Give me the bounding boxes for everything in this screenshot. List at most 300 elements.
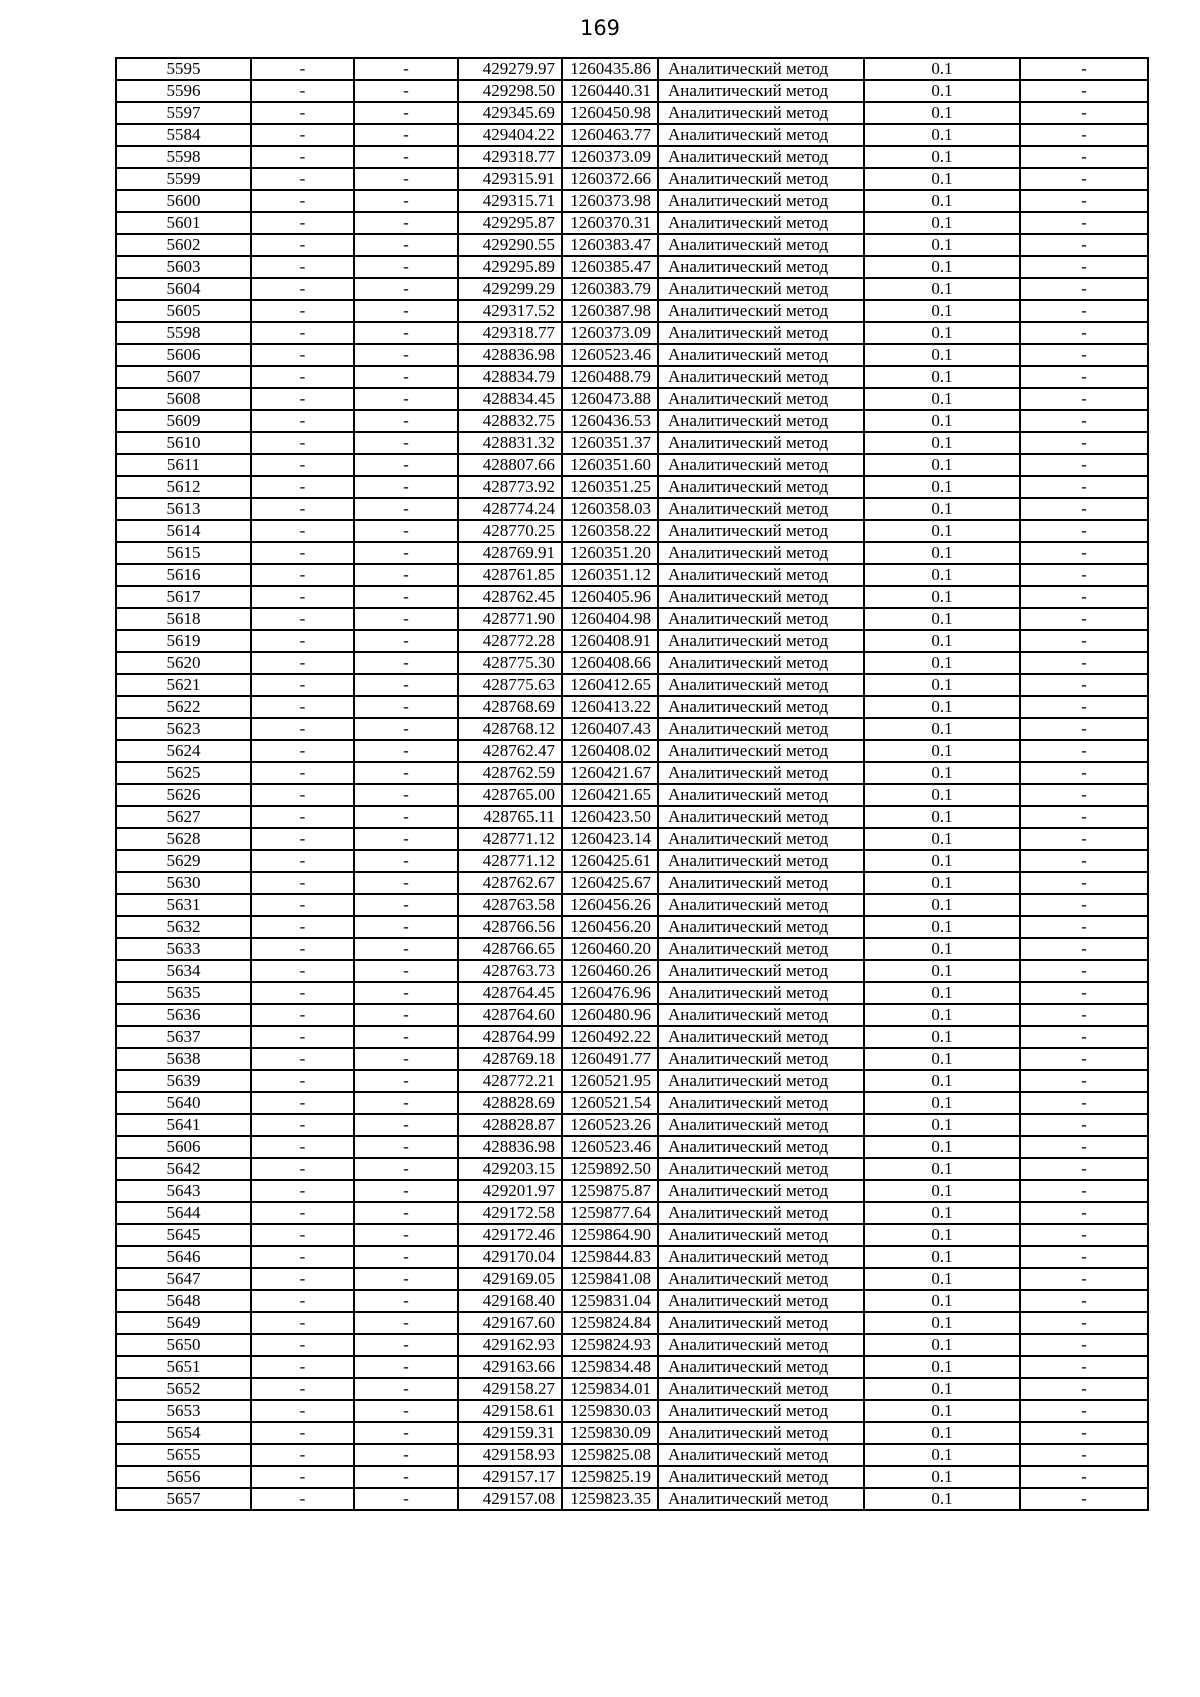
y-coordinate-cell: 1260370.31: [562, 212, 658, 234]
column-3-cell: -: [354, 1466, 458, 1488]
method-cell: Аналитический метод: [658, 256, 864, 278]
last-column-cell: -: [1020, 1356, 1148, 1378]
accuracy-cell: 0.1: [864, 476, 1020, 498]
point-number-cell: 5653: [116, 1400, 251, 1422]
table-row: [116, 1290, 1148, 1312]
last-column-cell: -: [1020, 1180, 1148, 1202]
last-column-cell: -: [1020, 982, 1148, 1004]
column-3-cell: -: [354, 1092, 458, 1114]
point-number-cell: 5610: [116, 432, 251, 454]
y-coordinate-cell: 1260521.54: [562, 1092, 658, 1114]
table-row: [116, 1026, 1148, 1048]
x-coordinate-cell: 429345.69: [458, 102, 562, 124]
accuracy-cell: 0.1: [864, 322, 1020, 344]
accuracy-cell: 0.1: [864, 212, 1020, 234]
method-cell: Аналитический метод: [658, 212, 864, 234]
column-2-cell: -: [251, 1136, 354, 1158]
point-number-cell: 5607: [116, 366, 251, 388]
y-coordinate-cell: 1259875.87: [562, 1180, 658, 1202]
column-3-cell: -: [354, 1026, 458, 1048]
column-2-cell: -: [251, 718, 354, 740]
x-coordinate-cell: 428836.98: [458, 1136, 562, 1158]
table-row: [116, 410, 1148, 432]
column-2-cell: -: [251, 564, 354, 586]
last-column-cell: -: [1020, 278, 1148, 300]
column-2-cell: -: [251, 1400, 354, 1422]
last-column-cell: -: [1020, 1114, 1148, 1136]
table-row: [116, 1092, 1148, 1114]
method-cell: Аналитический метод: [658, 322, 864, 344]
method-cell: Аналитический метод: [658, 696, 864, 718]
method-cell: Аналитический метод: [658, 762, 864, 784]
accuracy-cell: 0.1: [864, 542, 1020, 564]
column-2-cell: -: [251, 1026, 354, 1048]
table-row: [116, 1268, 1148, 1290]
accuracy-cell: 0.1: [864, 564, 1020, 586]
table-row: [116, 1334, 1148, 1356]
y-coordinate-cell: 1260523.46: [562, 1136, 658, 1158]
table-row: [116, 1422, 1148, 1444]
column-2-cell: -: [251, 784, 354, 806]
accuracy-cell: 0.1: [864, 1114, 1020, 1136]
method-cell: Аналитический метод: [658, 1224, 864, 1246]
column-2-cell: -: [251, 124, 354, 146]
column-3-cell: -: [354, 850, 458, 872]
point-number-cell: 5595: [116, 58, 251, 80]
method-cell: Аналитический метод: [658, 784, 864, 806]
column-2-cell: -: [251, 1444, 354, 1466]
accuracy-cell: 0.1: [864, 1202, 1020, 1224]
point-number-cell: 5626: [116, 784, 251, 806]
last-column-cell: -: [1020, 256, 1148, 278]
column-2-cell: -: [251, 872, 354, 894]
y-coordinate-cell: 1260404.98: [562, 608, 658, 630]
point-number-cell: 5643: [116, 1180, 251, 1202]
table-row: [116, 784, 1148, 806]
y-coordinate-cell: 1260372.66: [562, 168, 658, 190]
y-coordinate-cell: 1260408.91: [562, 630, 658, 652]
method-cell: Аналитический метод: [658, 630, 864, 652]
x-coordinate-cell: 429279.97: [458, 58, 562, 80]
point-number-cell: 5622: [116, 696, 251, 718]
x-coordinate-cell: 428769.18: [458, 1048, 562, 1070]
accuracy-cell: 0.1: [864, 1268, 1020, 1290]
accuracy-cell: 0.1: [864, 1444, 1020, 1466]
column-2-cell: -: [251, 146, 354, 168]
y-coordinate-cell: 1260407.43: [562, 718, 658, 740]
method-cell: Аналитический метод: [658, 1290, 864, 1312]
point-number-cell: 5617: [116, 586, 251, 608]
accuracy-cell: 0.1: [864, 124, 1020, 146]
point-number-cell: 5609: [116, 410, 251, 432]
column-2-cell: -: [251, 1048, 354, 1070]
point-number-cell: 5629: [116, 850, 251, 872]
column-3-cell: -: [354, 146, 458, 168]
y-coordinate-cell: 1260373.09: [562, 146, 658, 168]
y-coordinate-cell: 1260480.96: [562, 1004, 658, 1026]
method-cell: Аналитический метод: [658, 168, 864, 190]
last-column-cell: -: [1020, 740, 1148, 762]
y-coordinate-cell: 1260408.66: [562, 652, 658, 674]
column-2-cell: -: [251, 102, 354, 124]
x-coordinate-cell: 428761.85: [458, 564, 562, 586]
method-cell: Аналитический метод: [658, 190, 864, 212]
x-coordinate-cell: 429170.04: [458, 1246, 562, 1268]
x-coordinate-cell: 428828.69: [458, 1092, 562, 1114]
column-3-cell: -: [354, 586, 458, 608]
y-coordinate-cell: 1260476.96: [562, 982, 658, 1004]
column-2-cell: -: [251, 960, 354, 982]
method-cell: Аналитический метод: [658, 850, 864, 872]
table-row: [116, 80, 1148, 102]
accuracy-cell: 0.1: [864, 58, 1020, 80]
table-row: [116, 1180, 1148, 1202]
last-column-cell: -: [1020, 1290, 1148, 1312]
point-number-cell: 5598: [116, 322, 251, 344]
accuracy-cell: 0.1: [864, 608, 1020, 630]
column-2-cell: -: [251, 850, 354, 872]
column-2-cell: -: [251, 1092, 354, 1114]
column-2-cell: -: [251, 1114, 354, 1136]
last-column-cell: -: [1020, 564, 1148, 586]
column-3-cell: -: [354, 652, 458, 674]
method-cell: Аналитический метод: [658, 1026, 864, 1048]
last-column-cell: -: [1020, 784, 1148, 806]
accuracy-cell: 0.1: [864, 1180, 1020, 1202]
method-cell: Аналитический метод: [658, 1070, 864, 1092]
table-row: [116, 1246, 1148, 1268]
column-3-cell: -: [354, 256, 458, 278]
method-cell: Аналитический метод: [658, 58, 864, 80]
method-cell: Аналитический метод: [658, 982, 864, 1004]
method-cell: Аналитический метод: [658, 586, 864, 608]
table-row: [116, 1356, 1148, 1378]
y-coordinate-cell: 1259825.19: [562, 1466, 658, 1488]
accuracy-cell: 0.1: [864, 762, 1020, 784]
y-coordinate-cell: 1260405.96: [562, 586, 658, 608]
column-3-cell: -: [354, 498, 458, 520]
method-cell: Аналитический метод: [658, 1422, 864, 1444]
x-coordinate-cell: 428763.58: [458, 894, 562, 916]
point-number-cell: 5614: [116, 520, 251, 542]
point-number-cell: 5656: [116, 1466, 251, 1488]
x-coordinate-cell: 429157.17: [458, 1466, 562, 1488]
column-2-cell: -: [251, 1246, 354, 1268]
table-body: [116, 58, 1148, 1510]
table-row: [116, 1400, 1148, 1422]
y-coordinate-cell: 1260473.88: [562, 388, 658, 410]
point-number-cell: 5625: [116, 762, 251, 784]
x-coordinate-cell: 428836.98: [458, 344, 562, 366]
x-coordinate-cell: 428772.28: [458, 630, 562, 652]
last-column-cell: -: [1020, 300, 1148, 322]
column-2-cell: -: [251, 1224, 354, 1246]
column-3-cell: -: [354, 608, 458, 630]
accuracy-cell: 0.1: [864, 300, 1020, 322]
method-cell: Аналитический метод: [658, 1004, 864, 1026]
column-3-cell: -: [354, 1444, 458, 1466]
table-row: [116, 102, 1148, 124]
column-2-cell: -: [251, 938, 354, 960]
method-cell: Аналитический метод: [658, 1202, 864, 1224]
last-column-cell: -: [1020, 1026, 1148, 1048]
point-number-cell: 5601: [116, 212, 251, 234]
method-cell: Аналитический метод: [658, 1114, 864, 1136]
column-2-cell: -: [251, 388, 354, 410]
x-coordinate-cell: 429290.55: [458, 234, 562, 256]
y-coordinate-cell: 1259830.09: [562, 1422, 658, 1444]
column-3-cell: -: [354, 1202, 458, 1224]
column-3-cell: -: [354, 234, 458, 256]
point-number-cell: 5634: [116, 960, 251, 982]
point-number-cell: 5603: [116, 256, 251, 278]
y-coordinate-cell: 1260383.47: [562, 234, 658, 256]
x-coordinate-cell: 428764.99: [458, 1026, 562, 1048]
point-number-cell: 5584: [116, 124, 251, 146]
column-2-cell: -: [251, 762, 354, 784]
x-coordinate-cell: 428768.69: [458, 696, 562, 718]
table-row: [116, 454, 1148, 476]
last-column-cell: -: [1020, 828, 1148, 850]
point-number-cell: 5650: [116, 1334, 251, 1356]
column-2-cell: -: [251, 586, 354, 608]
column-2-cell: -: [251, 1202, 354, 1224]
method-cell: Аналитический метод: [658, 674, 864, 696]
y-coordinate-cell: 1260358.22: [562, 520, 658, 542]
y-coordinate-cell: 1259841.08: [562, 1268, 658, 1290]
column-3-cell: -: [354, 894, 458, 916]
table-row: [116, 344, 1148, 366]
point-number-cell: 5611: [116, 454, 251, 476]
table-row: [116, 146, 1148, 168]
point-number-cell: 5632: [116, 916, 251, 938]
column-3-cell: -: [354, 1378, 458, 1400]
column-3-cell: -: [354, 322, 458, 344]
point-number-cell: 5646: [116, 1246, 251, 1268]
y-coordinate-cell: 1260373.98: [562, 190, 658, 212]
table-row: [116, 586, 1148, 608]
y-coordinate-cell: 1260358.03: [562, 498, 658, 520]
x-coordinate-cell: 429404.22: [458, 124, 562, 146]
method-cell: Аналитический метод: [658, 652, 864, 674]
last-column-cell: -: [1020, 80, 1148, 102]
column-2-cell: -: [251, 1290, 354, 1312]
page-number: 169: [579, 16, 621, 40]
column-3-cell: -: [354, 366, 458, 388]
y-coordinate-cell: 1260351.12: [562, 564, 658, 586]
table-row: [116, 168, 1148, 190]
y-coordinate-cell: 1259892.50: [562, 1158, 658, 1180]
x-coordinate-cell: 428765.00: [458, 784, 562, 806]
table-row: [116, 542, 1148, 564]
x-coordinate-cell: 428768.12: [458, 718, 562, 740]
column-3-cell: -: [354, 1158, 458, 1180]
method-cell: Аналитический метод: [658, 1312, 864, 1334]
column-3-cell: -: [354, 542, 458, 564]
table-row: [116, 960, 1148, 982]
method-cell: Аналитический метод: [658, 806, 864, 828]
x-coordinate-cell: 429172.46: [458, 1224, 562, 1246]
point-number-cell: 5613: [116, 498, 251, 520]
table-row: [116, 1136, 1148, 1158]
point-number-cell: 5649: [116, 1312, 251, 1334]
point-number-cell: 5598: [116, 146, 251, 168]
method-cell: Аналитический метод: [658, 1334, 864, 1356]
column-2-cell: -: [251, 1378, 354, 1400]
last-column-cell: -: [1020, 674, 1148, 696]
method-cell: Аналитический метод: [658, 872, 864, 894]
method-cell: Аналитический метод: [658, 344, 864, 366]
point-number-cell: 5654: [116, 1422, 251, 1444]
accuracy-cell: 0.1: [864, 498, 1020, 520]
column-3-cell: -: [354, 828, 458, 850]
accuracy-cell: 0.1: [864, 102, 1020, 124]
point-number-cell: 5616: [116, 564, 251, 586]
table-row: [116, 1488, 1148, 1510]
accuracy-cell: 0.1: [864, 740, 1020, 762]
column-3-cell: -: [354, 872, 458, 894]
column-3-cell: -: [354, 1422, 458, 1444]
column-3-cell: -: [354, 1290, 458, 1312]
x-coordinate-cell: 429318.77: [458, 146, 562, 168]
table-row: [116, 1004, 1148, 1026]
accuracy-cell: 0.1: [864, 1070, 1020, 1092]
x-coordinate-cell: 429167.60: [458, 1312, 562, 1334]
column-3-cell: -: [354, 58, 458, 80]
table-row: [116, 212, 1148, 234]
accuracy-cell: 0.1: [864, 432, 1020, 454]
x-coordinate-cell: 428834.79: [458, 366, 562, 388]
table-row: [116, 520, 1148, 542]
point-number-cell: 5597: [116, 102, 251, 124]
y-coordinate-cell: 1259834.01: [562, 1378, 658, 1400]
column-2-cell: -: [251, 190, 354, 212]
x-coordinate-cell: 429159.31: [458, 1422, 562, 1444]
last-column-cell: -: [1020, 1334, 1148, 1356]
last-column-cell: -: [1020, 1246, 1148, 1268]
last-column-cell: -: [1020, 1378, 1148, 1400]
accuracy-cell: 0.1: [864, 234, 1020, 256]
last-column-cell: -: [1020, 322, 1148, 344]
y-coordinate-cell: 1260456.26: [562, 894, 658, 916]
table-row: [116, 1048, 1148, 1070]
column-3-cell: -: [354, 102, 458, 124]
y-coordinate-cell: 1260492.22: [562, 1026, 658, 1048]
point-number-cell: 5644: [116, 1202, 251, 1224]
x-coordinate-cell: 428766.56: [458, 916, 562, 938]
x-coordinate-cell: 429295.87: [458, 212, 562, 234]
column-3-cell: -: [354, 564, 458, 586]
last-column-cell: -: [1020, 454, 1148, 476]
x-coordinate-cell: 429163.66: [458, 1356, 562, 1378]
method-cell: Аналитический метод: [658, 1246, 864, 1268]
y-coordinate-cell: 1260373.09: [562, 322, 658, 344]
column-2-cell: -: [251, 432, 354, 454]
column-2-cell: -: [251, 1312, 354, 1334]
column-2-cell: -: [251, 1356, 354, 1378]
method-cell: Аналитический метод: [658, 828, 864, 850]
column-2-cell: -: [251, 366, 354, 388]
point-number-cell: 5602: [116, 234, 251, 256]
column-3-cell: -: [354, 476, 458, 498]
column-3-cell: -: [354, 696, 458, 718]
last-column-cell: -: [1020, 520, 1148, 542]
x-coordinate-cell: 429295.89: [458, 256, 562, 278]
last-column-cell: -: [1020, 344, 1148, 366]
last-column-cell: -: [1020, 1136, 1148, 1158]
point-number-cell: 5604: [116, 278, 251, 300]
table-row: [116, 718, 1148, 740]
x-coordinate-cell: 428832.75: [458, 410, 562, 432]
table-row: [116, 432, 1148, 454]
accuracy-cell: 0.1: [864, 1136, 1020, 1158]
method-cell: Аналитический метод: [658, 1488, 864, 1510]
x-coordinate-cell: 428764.45: [458, 982, 562, 1004]
point-number-cell: 5652: [116, 1378, 251, 1400]
column-3-cell: -: [354, 124, 458, 146]
last-column-cell: -: [1020, 168, 1148, 190]
x-coordinate-cell: 429315.71: [458, 190, 562, 212]
x-coordinate-cell: 428765.11: [458, 806, 562, 828]
last-column-cell: -: [1020, 1202, 1148, 1224]
accuracy-cell: 0.1: [864, 1026, 1020, 1048]
accuracy-cell: 0.1: [864, 784, 1020, 806]
last-column-cell: -: [1020, 498, 1148, 520]
method-cell: Аналитический метод: [658, 278, 864, 300]
accuracy-cell: 0.1: [864, 1466, 1020, 1488]
y-coordinate-cell: 1260440.31: [562, 80, 658, 102]
column-3-cell: -: [354, 674, 458, 696]
accuracy-cell: 0.1: [864, 1224, 1020, 1246]
table-row: [116, 1158, 1148, 1180]
x-coordinate-cell: 429201.97: [458, 1180, 562, 1202]
accuracy-cell: 0.1: [864, 344, 1020, 366]
table-row: [116, 498, 1148, 520]
column-2-cell: -: [251, 1158, 354, 1180]
last-column-cell: -: [1020, 916, 1148, 938]
point-number-cell: 5627: [116, 806, 251, 828]
x-coordinate-cell: 428762.47: [458, 740, 562, 762]
column-2-cell: -: [251, 322, 354, 344]
last-column-cell: -: [1020, 432, 1148, 454]
point-number-cell: 5628: [116, 828, 251, 850]
y-coordinate-cell: 1260351.20: [562, 542, 658, 564]
method-cell: Аналитический метод: [658, 366, 864, 388]
column-3-cell: -: [354, 212, 458, 234]
column-2-cell: -: [251, 1268, 354, 1290]
column-3-cell: -: [354, 278, 458, 300]
column-3-cell: -: [354, 1004, 458, 1026]
column-3-cell: -: [354, 300, 458, 322]
table-row: [116, 1378, 1148, 1400]
column-3-cell: -: [354, 1114, 458, 1136]
table-row: [116, 322, 1148, 344]
accuracy-cell: 0.1: [864, 1246, 1020, 1268]
column-2-cell: -: [251, 1422, 354, 1444]
point-number-cell: 5642: [116, 1158, 251, 1180]
column-2-cell: -: [251, 278, 354, 300]
method-cell: Аналитический метод: [658, 542, 864, 564]
column-2-cell: -: [251, 58, 354, 80]
method-cell: Аналитический метод: [658, 916, 864, 938]
column-2-cell: -: [251, 542, 354, 564]
last-column-cell: -: [1020, 608, 1148, 630]
table-row: [116, 894, 1148, 916]
accuracy-cell: 0.1: [864, 652, 1020, 674]
point-number-cell: 5621: [116, 674, 251, 696]
column-2-cell: -: [251, 1334, 354, 1356]
last-column-cell: -: [1020, 1422, 1148, 1444]
